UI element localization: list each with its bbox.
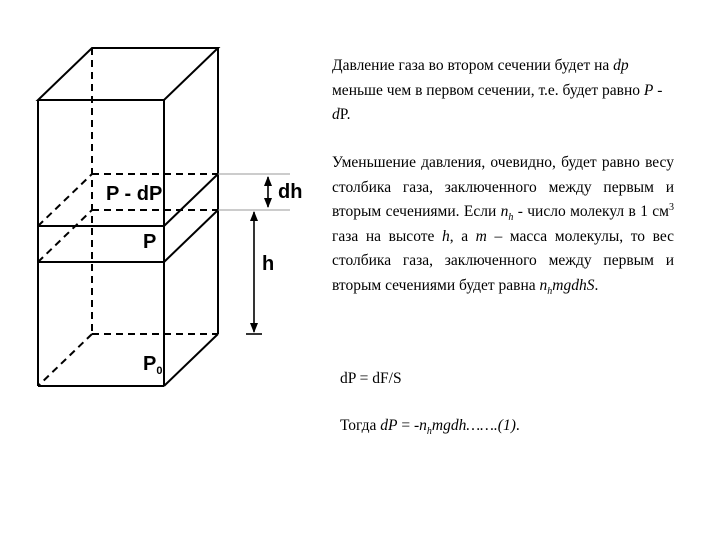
text-run-italic: h: [441, 227, 450, 245]
paragraph-pressure-decrease: [332, 151, 674, 298]
text-run: .: [515, 417, 520, 434]
paragraph-pressure-second-section: [332, 54, 674, 128]
text-run: P: [339, 106, 347, 123]
dh-arrow-down: [264, 198, 272, 208]
text-run-italic: n: [500, 203, 509, 220]
formula-dp-equation-1: [340, 415, 520, 437]
text-run: , а: [449, 227, 476, 245]
text-run-italic: m: [475, 227, 487, 245]
h-arrow-down: [250, 323, 258, 333]
gas-column-diagram: [0, 0, 320, 540]
text-run: .: [594, 276, 599, 294]
text-run: Тогда: [340, 417, 381, 434]
label-h: h: [262, 253, 275, 275]
text-run: – масса молекулы, то вес столбика газа, заключенного между первым и вторым сечениями будет равна: [332, 227, 674, 294]
label-dh: dh: [278, 181, 303, 203]
label-bottom-pressure-sub: 0: [156, 365, 163, 377]
box-top-face: [38, 48, 218, 100]
text-run-italic: -n: [414, 417, 427, 434]
dh-arrow-up: [264, 176, 272, 186]
text-run: =: [397, 417, 414, 434]
text-run-italic: dP: [380, 417, 398, 434]
hidden-bottom-section-back: [38, 210, 92, 262]
label-bottom-pressure: [143, 353, 162, 377]
text-run: газа на высоте: [332, 227, 442, 245]
text-run-italic: mgdh…….(1): [431, 417, 516, 434]
box-bottom-right-edge: [164, 334, 218, 386]
label-upper-section: P - dP: [106, 183, 163, 205]
text-run-italic: mgdhS: [552, 276, 595, 294]
text-run-subscript: h: [426, 426, 432, 438]
text-run: Давление газа во втором сечении будет на: [332, 57, 614, 74]
text-run-subscript: h: [508, 212, 514, 224]
text-run: .: [346, 106, 351, 123]
text-run-italic: Р - d: [332, 81, 663, 123]
text-run-superscript: 3: [669, 201, 674, 213]
text-run: Уменьшение давления, очевидно, будет равно весу столбика газа, заключенного между первым и вторым сечениями. Если: [332, 154, 674, 220]
hidden-bottom-diagonal: [38, 334, 92, 386]
label-bottom-pressure-main: P: [143, 353, 157, 375]
text-run: - число молекул в 1 см: [513, 203, 669, 220]
text-run-italic: dp: [613, 57, 629, 74]
text-run: меньше чем в первом сечении, т.е. будет равно: [332, 81, 644, 99]
label-lower-section: P: [143, 231, 157, 253]
formula-dp-df-s: dP = dF/S: [340, 370, 402, 387]
text-run-italic: n: [539, 276, 548, 294]
h-arrow-up: [250, 211, 258, 221]
text-run-subscript: h: [547, 285, 553, 297]
